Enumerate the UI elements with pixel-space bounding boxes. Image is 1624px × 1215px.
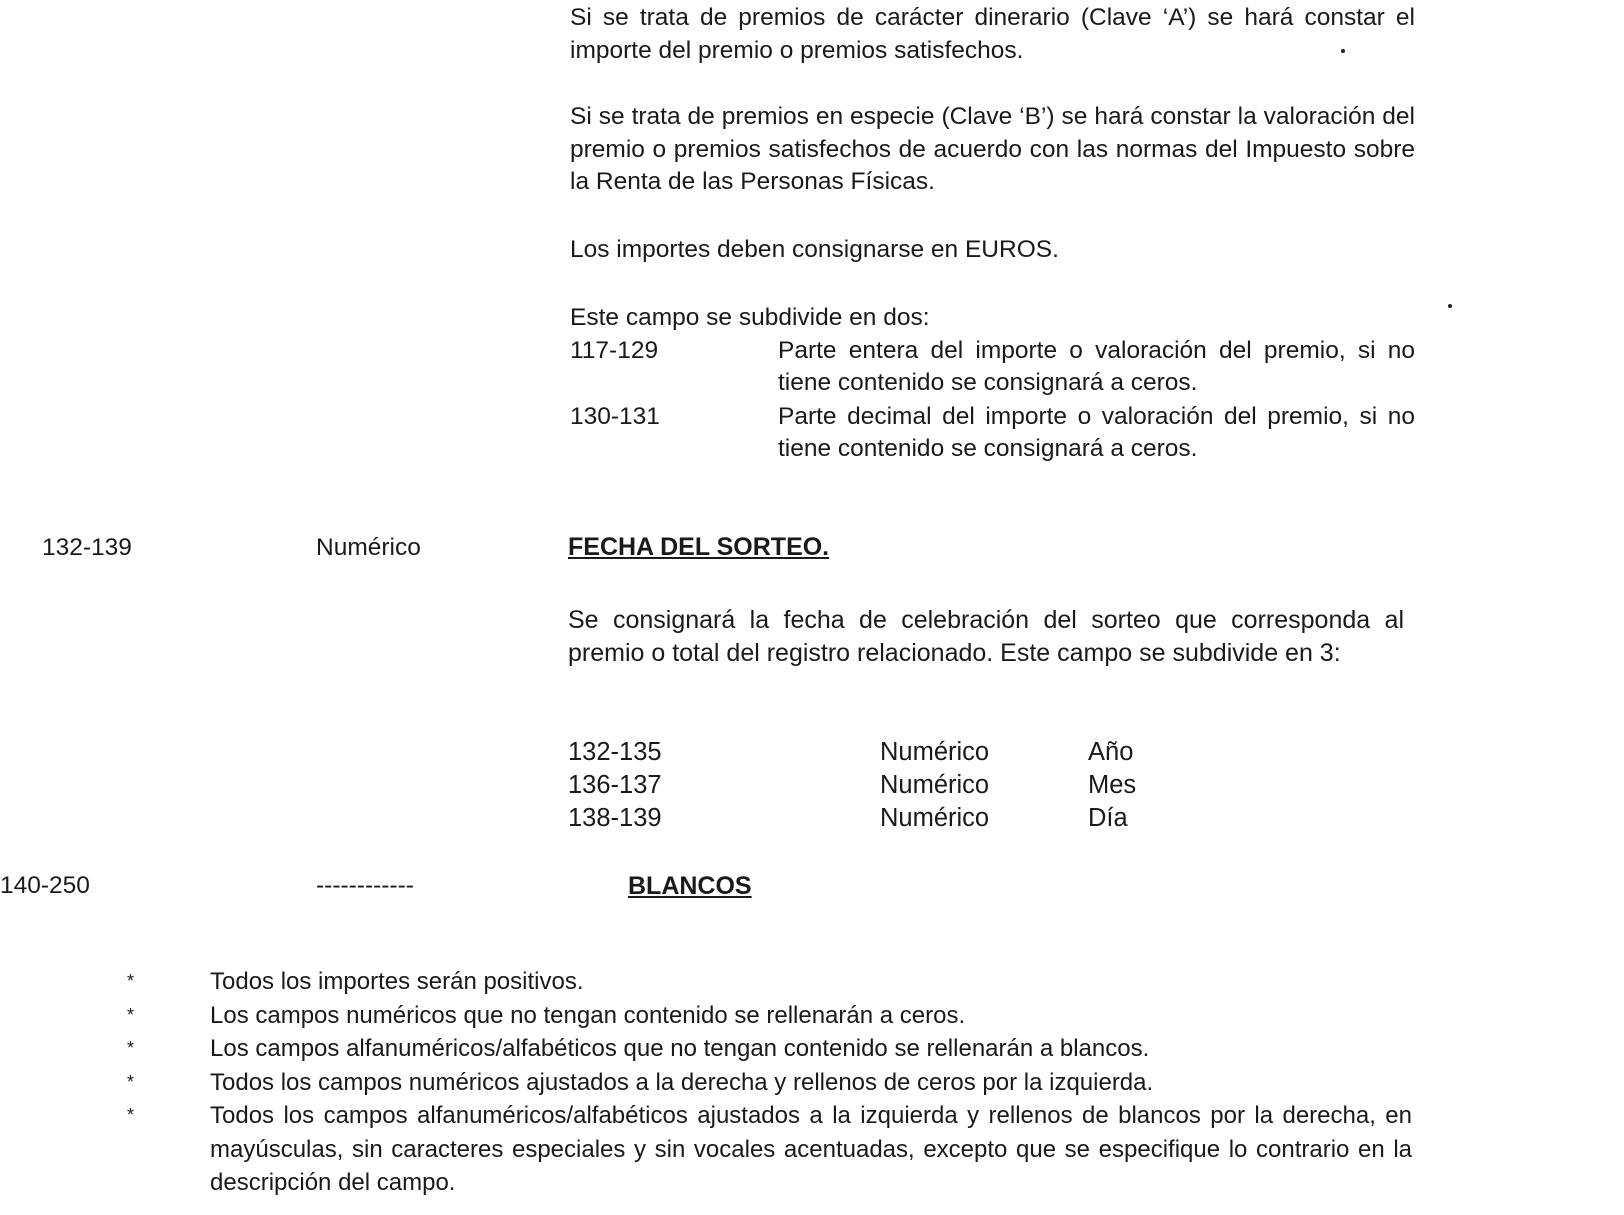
note-item	[112, 1099, 1412, 1200]
bullet-icon: *	[127, 1004, 135, 1025]
note-text: Los campos alfanuméricos/alfabéticos que no tengan contenido se rellenarán a blancos.	[210, 1035, 1150, 1062]
notes-list	[112, 965, 1412, 1200]
note-item	[112, 1032, 1412, 1066]
note-item	[112, 999, 1412, 1033]
date-part-label: Año	[1088, 738, 1134, 766]
note-item	[112, 1066, 1412, 1100]
field-type-fecha: Numérico	[316, 534, 421, 561]
subfield-code: 117-129	[570, 337, 659, 364]
date-part-type: Numérico	[880, 771, 990, 799]
date-part-position: 138-139	[568, 804, 662, 832]
subfield-description: Parte entera del importe o valoración del premio, si no tiene contenido se consignará a ceros.	[778, 337, 1415, 396]
date-part-positions	[568, 736, 662, 835]
date-part-position: 136-137	[568, 771, 662, 799]
date-part-type: Numérico	[880, 738, 990, 766]
field-title-blancos: BLANCOS	[628, 872, 752, 900]
field-type-blancos: ------------	[316, 872, 414, 899]
note-text: Todos los campos numéricos ajustados a la derecha y rellenos de ceros por la izquierda.	[210, 1068, 1154, 1096]
subfield-code: 130-131	[570, 403, 660, 430]
field-title-fecha: FECHA DEL SORTEO.	[568, 533, 830, 561]
note-text: Los campos numéricos que no tengan contenido se rellenarán a ceros.	[210, 1001, 966, 1029]
fecha-description: Se consignará la fecha de celebración del sorteo que corresponda al premio o total del registro relacionado. Este campo se subdivide en 3:	[568, 606, 1404, 667]
subfield-description: Parte decimal del importe o valoración del premio, si no tiene contenido se consignará a ceros.	[778, 403, 1415, 462]
note-text: Todos los importes serán positivos.	[210, 968, 584, 995]
scan-speck	[1341, 49, 1345, 53]
paragraph-premios-especie: Si se trata de premios en especie (Clave ‘B’) se hará constar la valoración del premio o premios satisfechos de acuerdo con las normas del Impuesto sobre la Renta de las Personas Físicas.	[570, 103, 1415, 195]
scan-speck	[1448, 304, 1452, 308]
bullet-icon: *	[127, 1038, 135, 1058]
date-part-labels	[1088, 736, 1136, 835]
bullet-icon: *	[127, 971, 135, 991]
paragraph-premios-dinerario: Si se trata de premios de carácter dinerario (Clave ‘A’) se hará constar el importe del premio o premios satisfechos.	[570, 4, 1415, 64]
date-part-label: Mes	[1088, 771, 1137, 799]
note-text: Todos los campos alfanuméricos/alfabéticos ajustados a la izquierda y rellenos de blancos por la derecha, en mayúsculas, sin caracteres especiales y sin vocales acentuadas, excepto que se especifique lo contrario en la descripción del campo.	[210, 1102, 1412, 1196]
note-item	[112, 965, 1412, 999]
paragraph-subdivide-dos: Este campo se subdivide en dos:	[570, 304, 930, 331]
date-part-types	[880, 736, 989, 835]
bullet-icon: *	[127, 1071, 135, 1092]
bullet-icon: *	[127, 1105, 135, 1125]
field-positions-fecha: 132-139	[42, 534, 132, 561]
paragraph-euros: Los importes deben consignarse en EUROS.	[570, 236, 1059, 263]
field-positions-blancos: 140-250	[0, 872, 90, 899]
date-part-type: Numérico	[880, 804, 990, 832]
date-part-position: 132-135	[568, 738, 662, 766]
date-part-label: Día	[1088, 804, 1128, 832]
